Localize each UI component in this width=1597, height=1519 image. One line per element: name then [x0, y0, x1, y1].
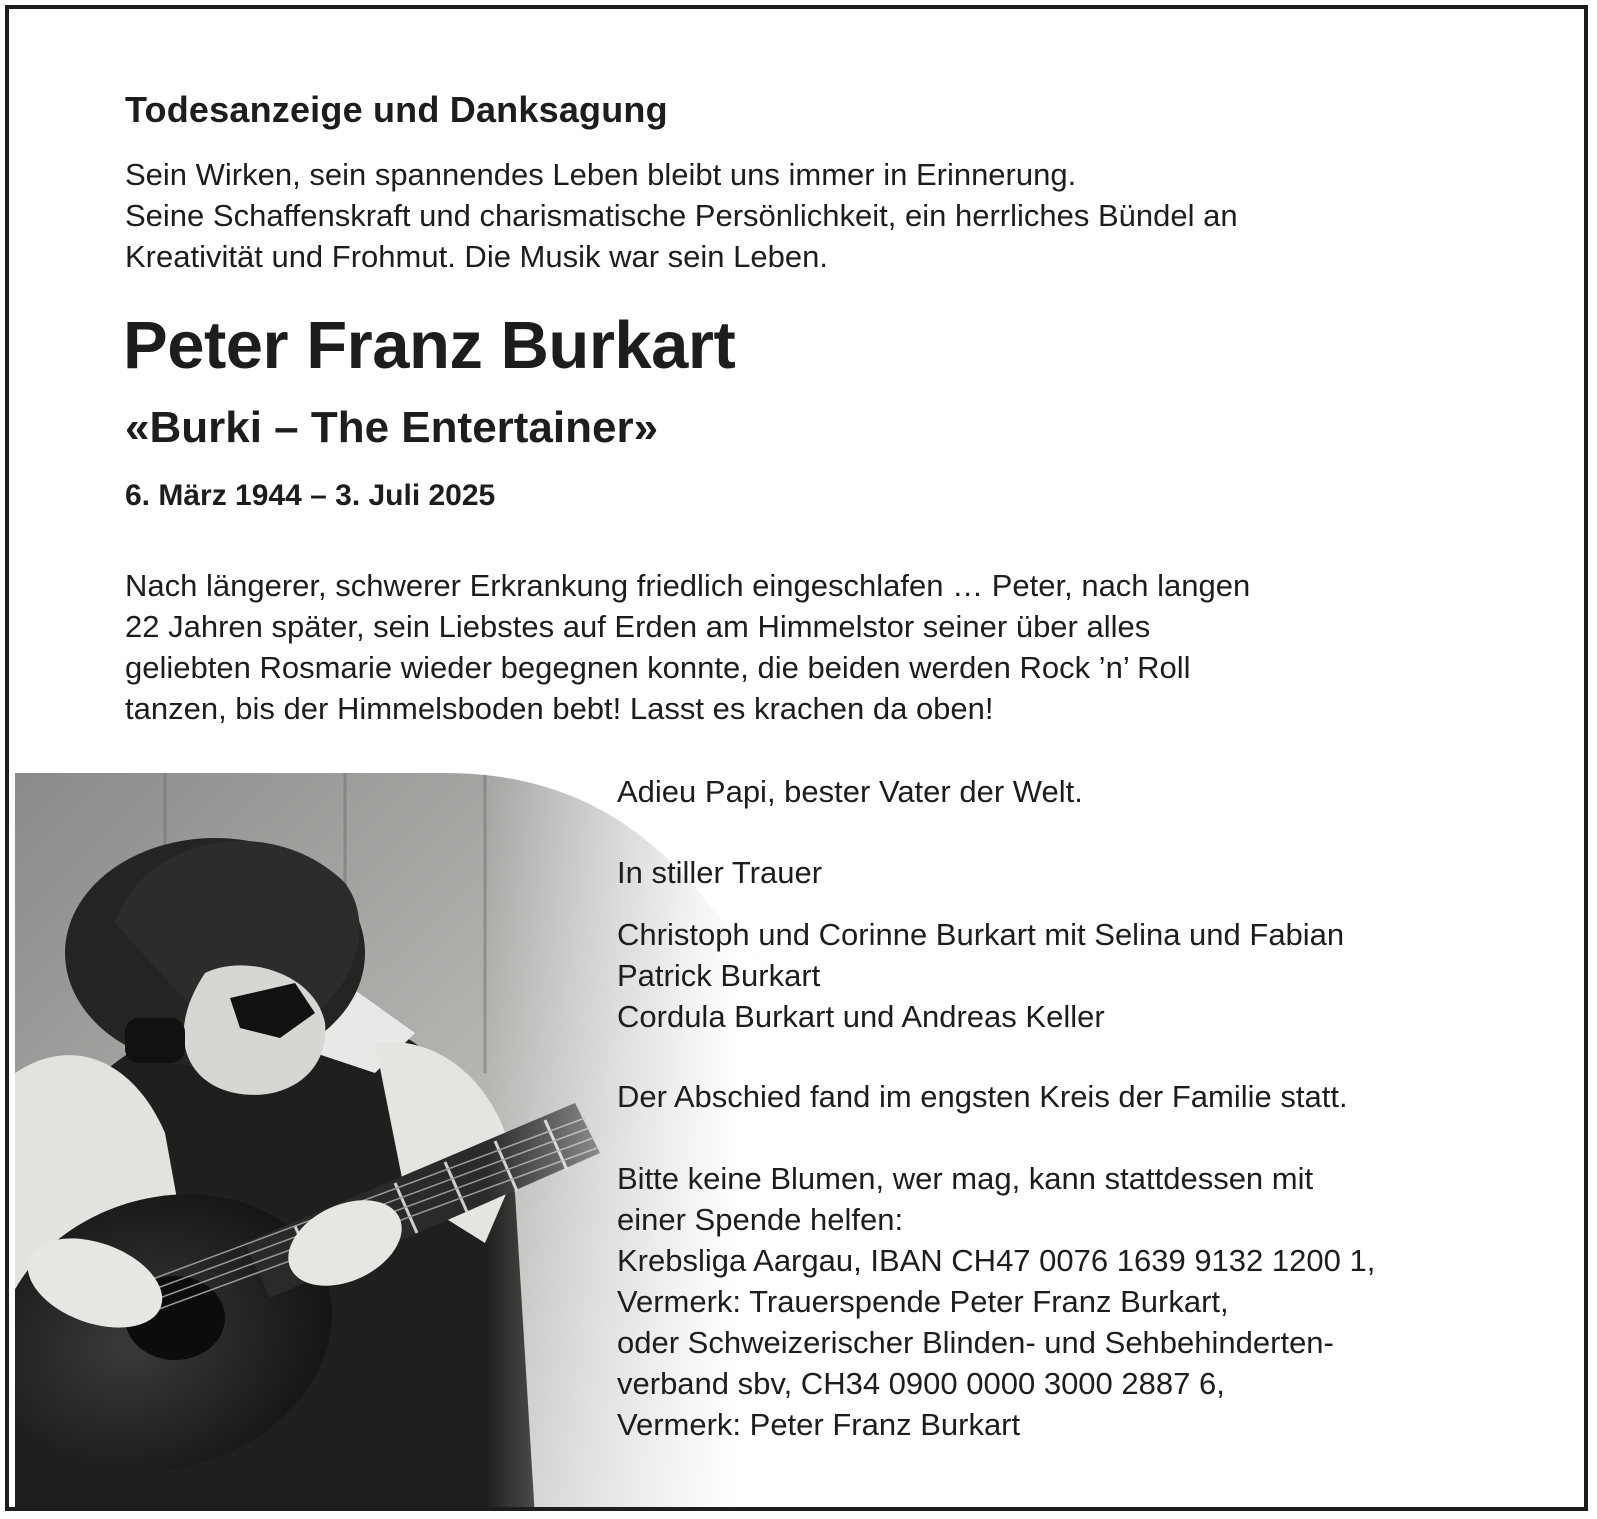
donation-line: Vermerk: Peter Franz Burkart: [617, 1407, 1021, 1442]
family-list: [617, 914, 1344, 1037]
family-member: Christoph und Corinne Burkart mit Selina und Fabian: [617, 917, 1345, 952]
story-line: 22 Jahren später, sein Liebstes auf Erden am Himmelstor seiner über alles: [125, 609, 1151, 644]
donation-info: [617, 1158, 1375, 1445]
intro-line: Sein Wirken, sein spannendes Leben bleibt uns immer in Erinnerung.: [125, 157, 1077, 192]
donation-line: verband sbv, CH34 0900 0000 3000 2887 6,: [617, 1366, 1225, 1401]
deceased-name: Peter Franz Burkart: [123, 308, 736, 383]
deceased-nickname: «Burki – The Entertainer»: [125, 403, 659, 452]
donation-line: oder Schweizerischer Blinden- und Sehbehinderten-: [617, 1325, 1334, 1360]
obituary-frame: [5, 5, 1588, 1511]
farewell-note: Der Abschied fand im engsten Kreis der Familie statt.: [617, 1079, 1348, 1114]
farewell-text: Adieu Papi, bester Vater der Welt.: [617, 774, 1083, 809]
notice-heading: Todesanzeige und Danksagung: [125, 89, 668, 130]
donation-line: Bitte keine Blumen, wer mag, kann stattdessen mit: [617, 1161, 1314, 1196]
intro-text: [125, 154, 1505, 277]
family-member: Cordula Burkart und Andreas Keller: [617, 999, 1105, 1034]
donation-line: Vermerk: Trauerspende Peter Franz Burkart,: [617, 1284, 1229, 1319]
donation-line: Krebsliga Aargau, IBAN CH47 0076 1639 9132 1200 1,: [617, 1243, 1376, 1278]
story-line: tanzen, bis der Himmelsboden bebt! Lasst es krachen da oben!: [125, 691, 994, 726]
story-line: geliebten Rosmarie wieder begegnen konnte, die beiden werden Rock ’n’ Roll: [125, 650, 1191, 685]
intro-line: Kreativität und Frohmut. Die Musik war sein Leben.: [125, 239, 828, 274]
intro-line: Seine Schaffenskraft und charismatische Persönlichkeit, ein herrliches Bündel an: [125, 198, 1238, 233]
mourning-label: In stiller Trauer: [617, 855, 823, 890]
life-dates: 6. März 1944 – 3. Juli 2025: [125, 479, 496, 512]
family-member: Patrick Burkart: [617, 958, 821, 993]
donation-line: einer Spende helfen:: [617, 1202, 904, 1237]
story-line: Nach längerer, schwerer Erkrankung friedlich eingeschlafen … Peter, nach langen: [125, 568, 1251, 603]
story-text: [125, 565, 1250, 729]
